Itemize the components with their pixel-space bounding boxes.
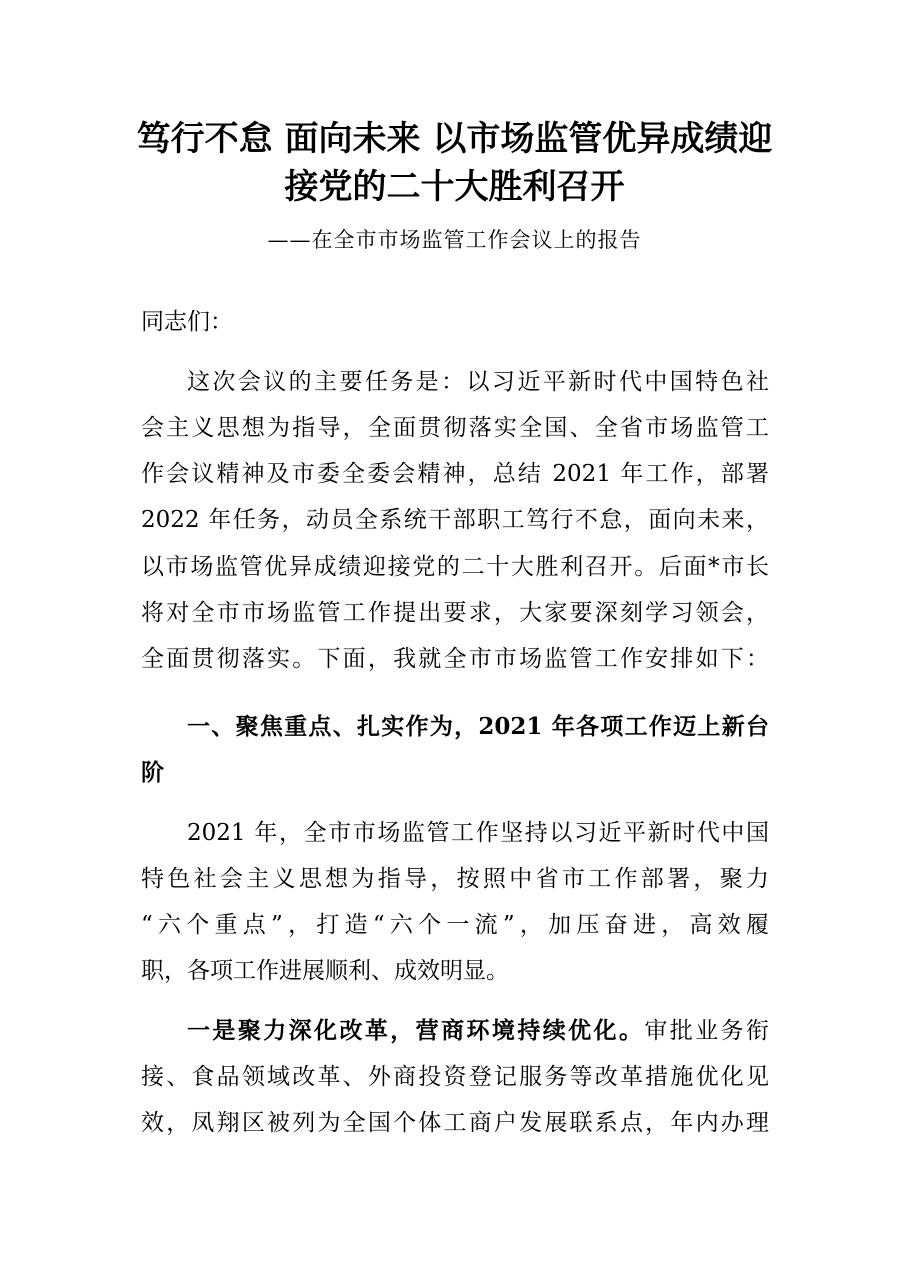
- para1-line-5: 以市场监管优异成绩迎接党的二十大胜利召开。后面*市长: [141, 554, 769, 580]
- para3-line-2: 接、食品领域改革、外商投资登记服务等改革措施优化见: [141, 1064, 769, 1090]
- para1-line-6: 将对全市市场监管工作提出要求，大家要深刻学习领会，: [141, 600, 769, 626]
- para3-lead-bold: 一是聚力深化改革，营商环境持续优化。: [187, 1017, 645, 1044]
- document-title-line-2: 接党的二十大胜利召开: [284, 167, 625, 207]
- para1-line-2: 会主义思想为指导，全面贯彻落实全国、全省市场监管工: [141, 415, 769, 441]
- section-heading-1-line-1: 一、聚焦重点、扎实作为，2021 年各项工作迈上新台: [187, 713, 769, 740]
- section-heading-1-line-2: 阶: [141, 759, 164, 786]
- para2-line-4: 职，各项工作进展顺利、成效明显。: [141, 958, 509, 984]
- para1-line-3: 作会议精神及市委全委会精神，总结 2021 年工作，部署: [141, 461, 769, 487]
- para1-line-1: 这次会议的主要任务是：以习近平新时代中国特色社: [187, 369, 769, 395]
- para1-line-7: 全面贯彻落实。下面，我就全市市场监管工作安排如下：: [141, 646, 769, 672]
- document-subtitle: ——在全市市场监管工作会议上的报告: [267, 228, 642, 252]
- para3-line-3: 效，凤翔区被列为全国个体工商户发展联系点，年内办理: [141, 1110, 769, 1136]
- para2-line-2: 特色社会主义思想为指导，按照中省市工作部署，聚力: [141, 866, 769, 892]
- para1-line-4: 2022 年任务，动员全系统干部职工笃行不怠，面向未来，: [141, 507, 769, 533]
- para3-lead-rest: 审批业务衔: [644, 1018, 770, 1044]
- para3-line-1: [187, 1016, 769, 1046]
- para2-line-1: 2021 年，全市市场监管工作坚持以习近平新时代中国: [187, 820, 769, 846]
- document-title-line-1: 笃行不怠 面向未来 以市场监管优异成绩迎: [136, 119, 773, 159]
- salutation: 同志们：: [141, 309, 233, 335]
- para2-line-3: “六个重点”，打造“六个一流”，加压奋进，高效履: [141, 912, 769, 938]
